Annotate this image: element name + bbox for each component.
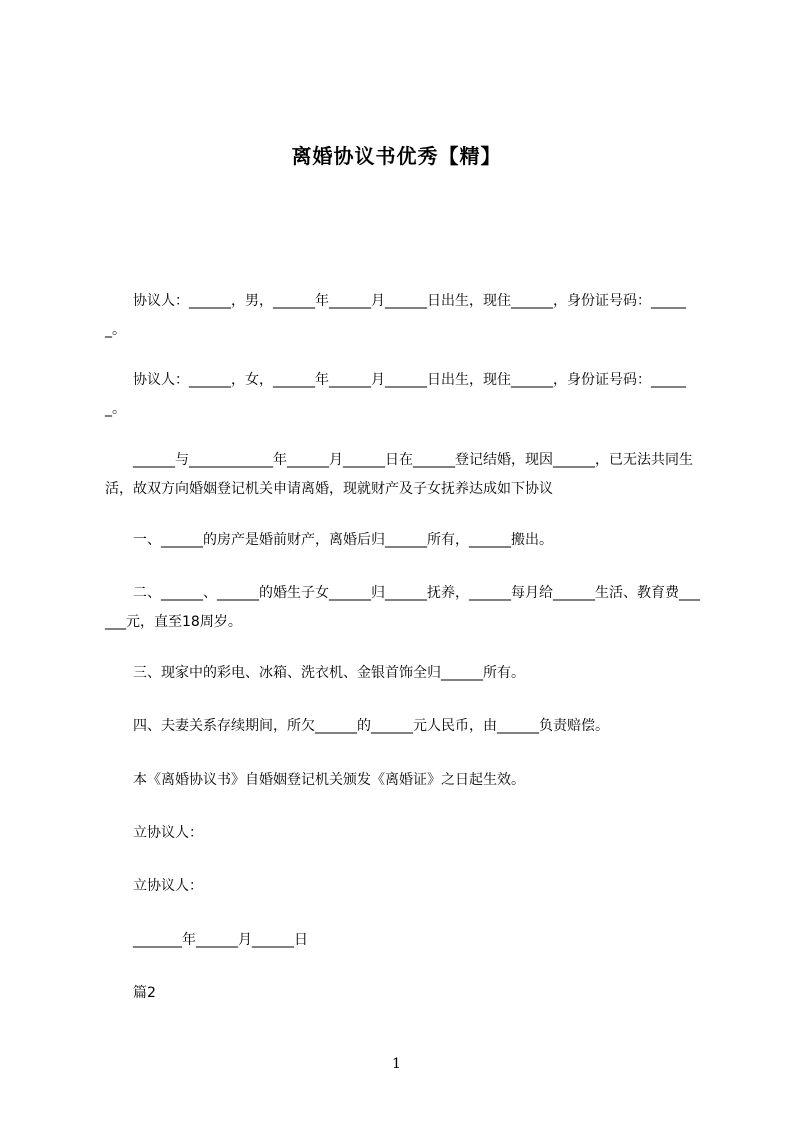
effective-clause: 本《离婚协议书》自婚姻登记机关颁发《离婚证》之日起生效。 (105, 772, 525, 788)
date-line: _______年______月______日 (105, 932, 308, 948)
party-one-clause: 协议人：______，男，______年______月______日出生，现住______，身份证号码：______。 (105, 293, 686, 338)
debt-clause: 四、夫妻关系存续期间，所欠______的______元人民币，由______负责赔偿。 (105, 718, 609, 734)
household-items-clause: 三、现家中的彩电、冰箱、洗衣机、金银首饰全归______所有。 (105, 665, 525, 681)
property-clause: 一、______的房产是婚前财产，离婚后归______所有，______搬出。 (105, 532, 553, 548)
signatory-line-1: 立协议人： (105, 825, 203, 841)
document-title: 离婚协议书优秀【精】 (291, 144, 502, 168)
page-number: 1 (392, 1056, 401, 1072)
signatory-line-2: 立协议人： (105, 878, 203, 894)
marriage-background-clause: ______与____________年______月______日在______登记结婚，现因______，已无法共同生活，故双方向婚姻登记机关申请离婚，现就财产及子女抚养达成如下协议 (105, 452, 693, 497)
child-custody-clause: 二、______、______的婚生子女______归______抚养，______每月给______生活、教育费______元，直至18周岁。 (105, 585, 700, 630)
section-heading-part-2: 篇2 (105, 985, 156, 1001)
party-two-clause: 协议人：______，女，______年______月______日出生，现住______，身份证号码：______。 (105, 372, 686, 417)
